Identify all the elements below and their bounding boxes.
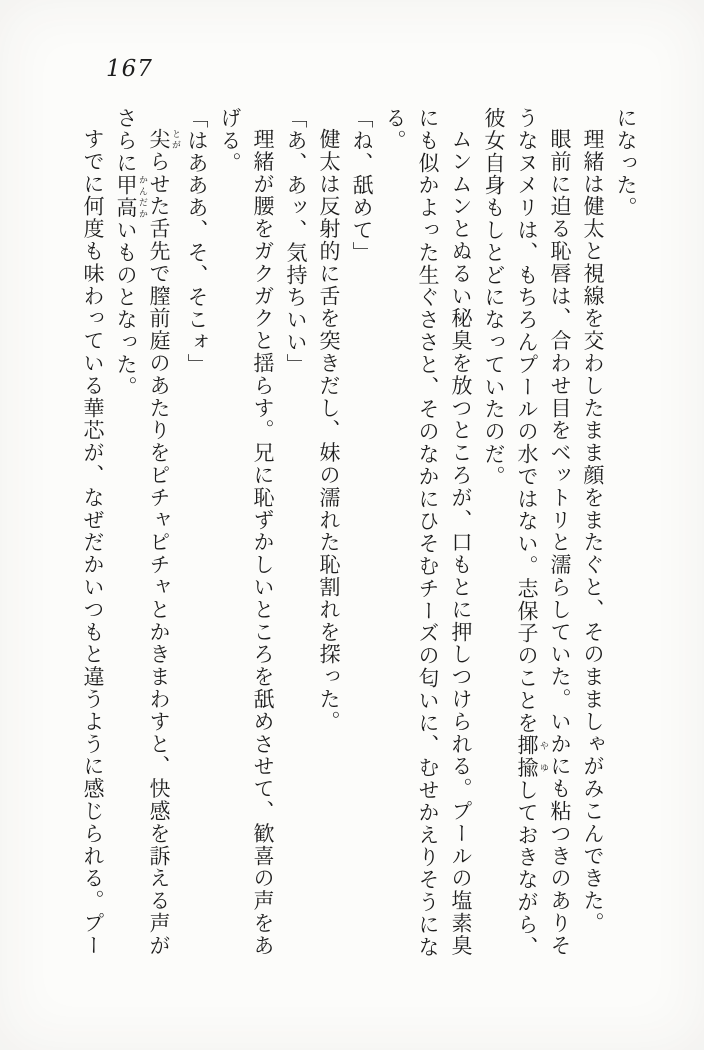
furigana-ruby: 尖 とが: [147, 128, 180, 151]
furigana-text: とが: [170, 128, 180, 151]
paragraph: になった。: [614, 107, 638, 219]
paragraph: 「はあああ、そ、そこォ」: [185, 107, 209, 376]
furigana-ruby: 甲高 かんだか: [114, 174, 147, 220]
paragraph: ムンムンとぬるい秘臭を放つところが、口もとに押しつけられる。プールの塩素臭にも似かよった生ぐささと、そのなかにひそむチーズの匂いに、むせかえりそうになる。: [383, 107, 473, 959]
paragraph: 理緒は健太と視線を交わしたまま顔をまたぐと、そのまましゃがみこんできた。: [581, 128, 605, 935]
paragraph: 「ね、舐めて」: [350, 107, 374, 264]
paragraph: 眼前に迫る恥唇は、合わせ目をベットリと濡らしていた。いかにも粘つきのありそうなヌメリは、もちろんプールの水ではない。志保子のことを揶揄 やゆしておきながら、彼女自身もしとどになっていたのだ。: [482, 107, 572, 959]
paragraph: 理緒が腰をガクガクと揺らす。兄に恥ずかしいところを舐めさせて、歓喜の声をあげる。: [218, 107, 275, 957]
paragraph: 尖 とがらせた舌先で膣前庭のあたりをピチャピチャとかきまわすと、快感を訴える声がさらに甲高 かんだかいものとなった。: [114, 107, 180, 957]
furigana-text: やゆ: [538, 734, 548, 780]
body-text: [76, 107, 642, 959]
furigana-ruby: 揶揄 やゆ: [515, 734, 548, 780]
furigana-text: かんだか: [137, 174, 147, 219]
paragraph: 「あ、あッ、気持ちいい」: [284, 107, 308, 376]
paragraph: すでに何度も味わっている華芯が、なぜだかいつもと違うように感じられる。プー: [81, 128, 105, 957]
page-number: 167: [106, 56, 153, 82]
paragraph: 健太は反射的に舌を突きだし、妹の濡れた恥割れを探った。: [317, 128, 341, 733]
